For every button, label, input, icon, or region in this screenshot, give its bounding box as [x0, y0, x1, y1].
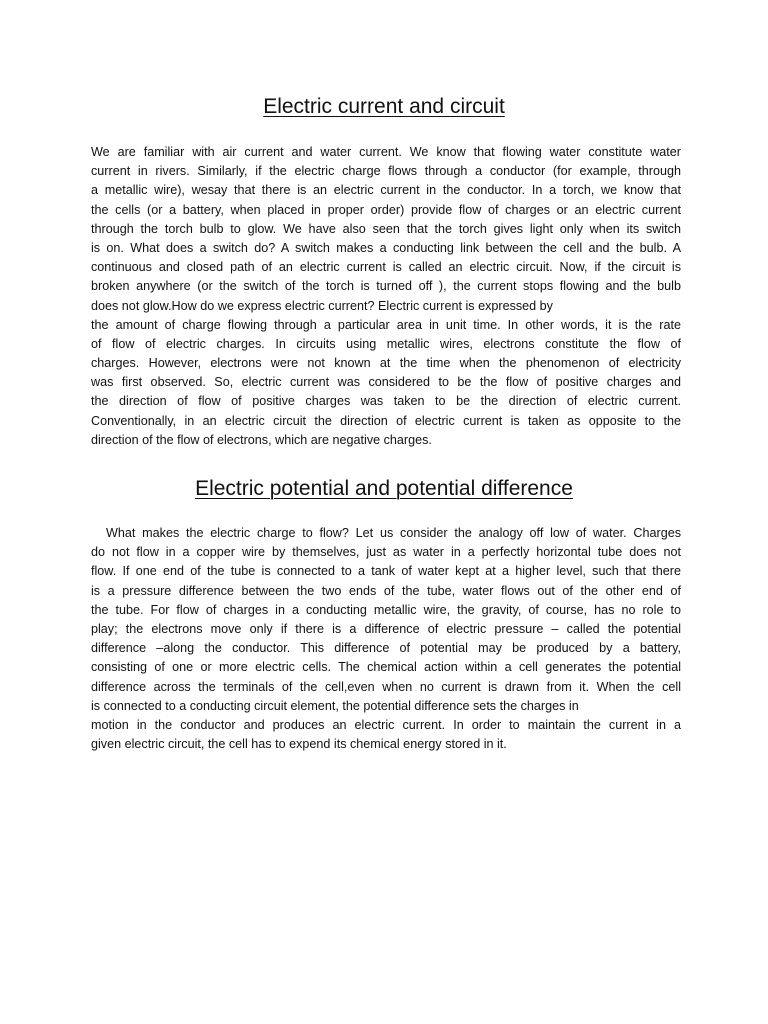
- paragraph-line: consisting of one or more electric cells. The chemical action within a cell generates the potential: [91, 660, 681, 675]
- paragraph-line: the direction of flow of positive charges was taken to be the direction of electric current.: [91, 394, 681, 409]
- section-heading-electric-current: Electric current and circuit: [263, 95, 505, 118]
- paragraph-line: the tube. For flow of charges in a conducting metallic wire, the gravity, of course, has no role to: [91, 602, 681, 617]
- paragraph-line: of flow of electric charges. In circuits using metallic wires, electrons constitute the flow of: [91, 336, 681, 351]
- paragraph-line: does not glow.How do we express electric current? Electric current is expressed by: [91, 298, 553, 313]
- paragraph-line: continuous and closed path of an electric current is called an electric circuit. Now, if the circuit is: [91, 260, 681, 275]
- paragraph-line: flow. If one end of the tube is connected to a tank of water kept at a higher level, such that there: [91, 564, 681, 579]
- paragraph-line: is connected to a conducting circuit element, the potential difference sets the charges in: [91, 698, 579, 713]
- section-heading-potential-difference: Electric potential and potential difference: [195, 477, 573, 500]
- paragraph-line: We are familiar with air current and water current. We know that flowing water constitute water: [91, 145, 681, 159]
- paragraph-line: motion in the conductor and produces an electric current. In order to maintain the current in a: [91, 717, 681, 732]
- paragraph-line: direction of the flow of electrons, which are negative charges.: [91, 432, 432, 447]
- paragraph-potential-difference: [91, 524, 681, 754]
- paragraph-line: difference across the terminals of the cell,even when no current is drawn from it. When the cell: [91, 679, 681, 694]
- paragraph-line: broken anywhere (or the switch of the torch is turned off ), the current stops flowing and the bulb: [91, 279, 681, 294]
- paragraph-line: a metallic wire), wesay that there is an electric current in the conductor. In a torch, we know that: [91, 183, 681, 198]
- paragraph-line: current in rivers. Similarly, if the electric charge flows through a conductor (for example, through: [91, 164, 681, 179]
- paragraph-line: the cells (or a battery, when placed in proper order) provide flow of charges or an electric current: [91, 202, 681, 217]
- paragraph-line: was first observed. So, electric current was considered to be the flow of positive charges and: [91, 375, 681, 390]
- paragraph-line: do not flow in a copper wire by themselves, just as water in a perfectly horizontal tube does not: [91, 545, 681, 560]
- paragraph-line: through the torch bulb to glow. We have also seen that the torch gives light only when its switch: [91, 221, 681, 236]
- paragraph-line: is a pressure difference between the two ends of the tube, water flows out of the other end of: [91, 583, 681, 598]
- paragraph-line: charges. However, electrons were not known at the time when the phenomenon of electricity: [91, 356, 681, 371]
- paragraph-line: is on. What does a switch do? A switch makes a conducting link between the cell and the bulb. A: [91, 240, 681, 255]
- paragraph-line: play; the electrons move only if there is a difference of electric pressure – called the potential: [91, 621, 681, 636]
- paragraph-line: difference –along the conductor. This difference of potential may be produced by a battery,: [91, 641, 681, 656]
- paragraph-line: the amount of charge flowing through a particular area in unit time. In other words, it is the rate: [91, 317, 681, 332]
- paragraph-line: What makes the electric charge to flow? Let us consider the analogy off low of water. Charges: [106, 526, 681, 540]
- paragraph-line: given electric circuit, the cell has to expend its chemical energy stored in it.: [91, 737, 507, 752]
- paragraph-electric-current: [91, 143, 681, 450]
- paragraph-line: Conventionally, in an electric circuit the direction of electric current is taken as opposite to the: [91, 413, 681, 428]
